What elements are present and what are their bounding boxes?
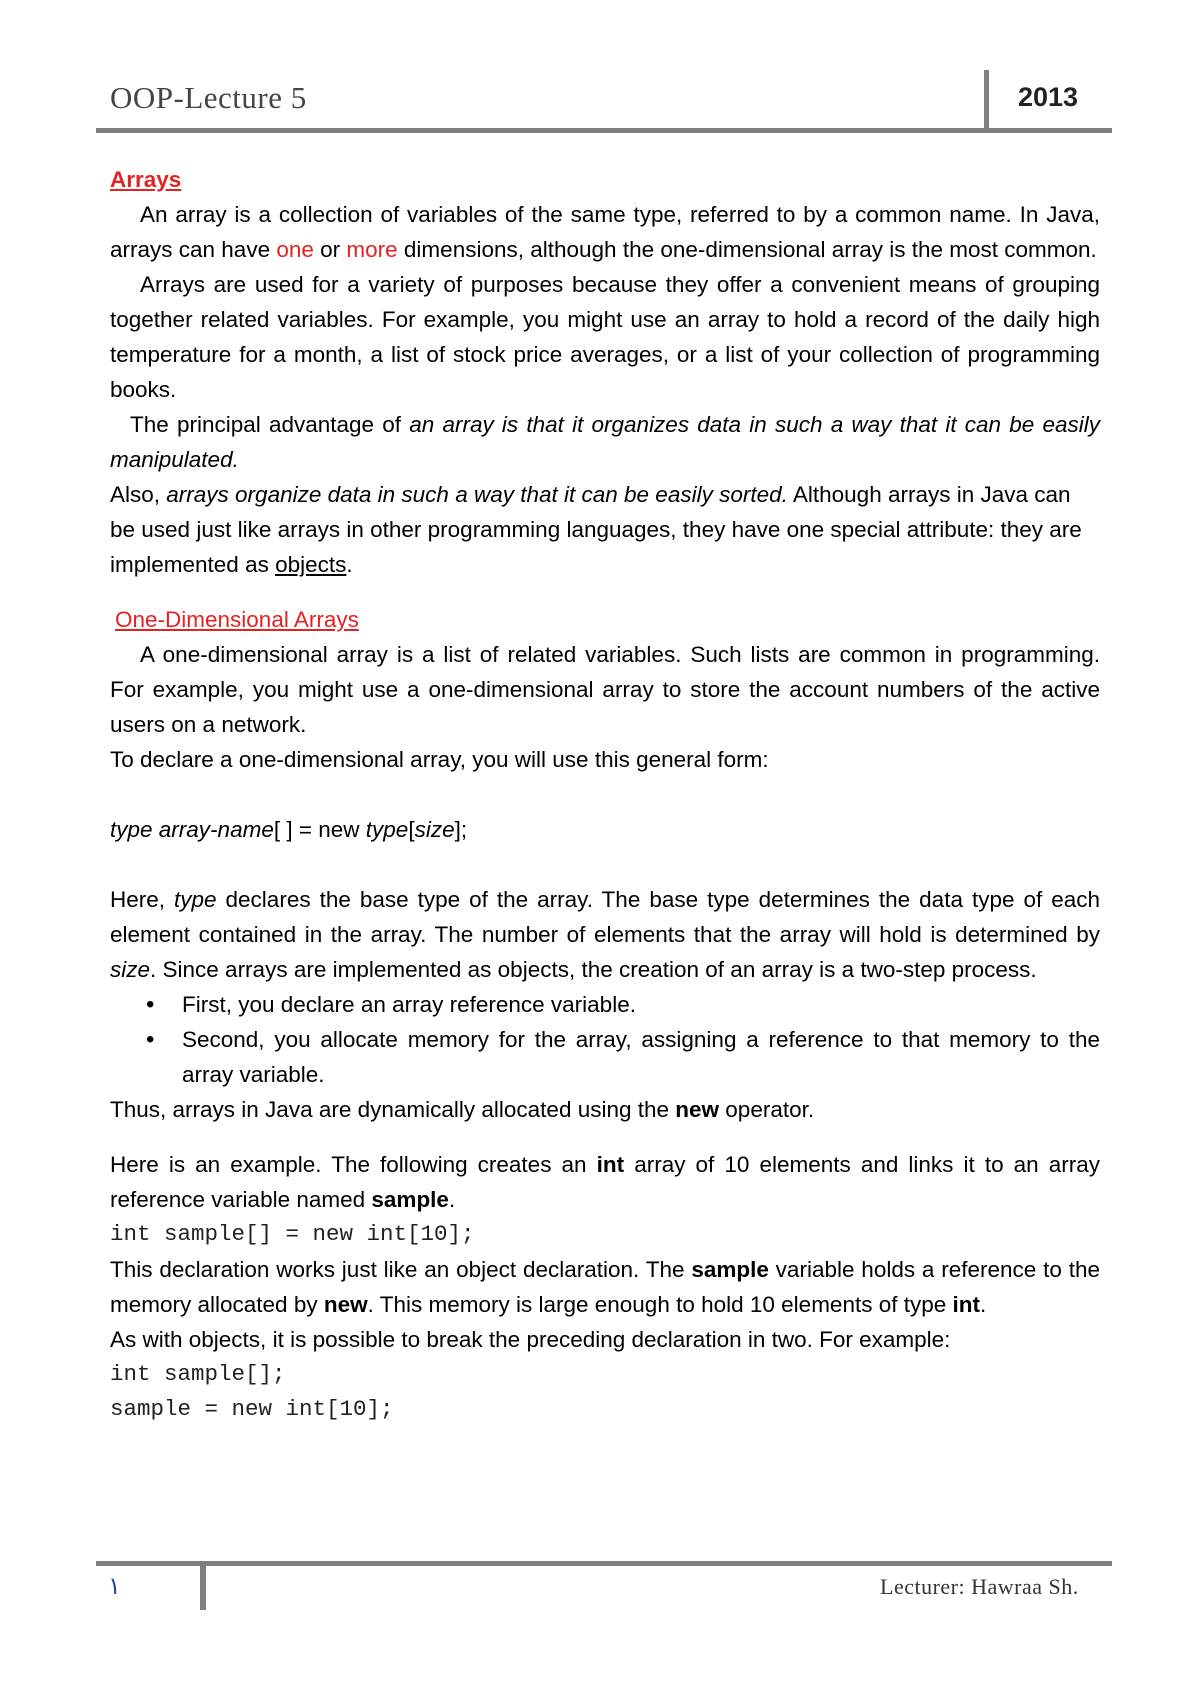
list-item: • First, you declare an array reference variable. [182, 987, 1100, 1022]
highlight-one: one [276, 237, 314, 262]
paragraph: Also, arrays organize data in such a way that it can be easily sorted. Although arrays in Java can be used just like arrays in other programming languages, they have one special attribute: they are implemented as objects. [110, 482, 1082, 577]
steps-list [110, 987, 1100, 1092]
objects-term: objects [275, 552, 347, 577]
header-divider [984, 70, 989, 128]
paragraph: Here is an example. The following creates an int array of 10 elements and links it to an array reference variable named sample. [110, 1152, 1101, 1212]
code-line: int sample[] = new int[10]; [110, 1221, 475, 1247]
paragraph: The principal advantage of an array is that it organizes data in such a way that it can be easily manipulated. [110, 412, 1100, 472]
list-item: • Second, you allocate memory for the array, assigning a reference to that memory to the array variable. [182, 1022, 1100, 1092]
page-number: ١ [108, 1572, 121, 1600]
paragraph: A one-dimensional array is a list of related variables. Such lists are common in programming. For example, you might use a one-dimensional array to store the account numbers of the active users on a network. [110, 642, 1100, 737]
section-heading-one-dimensional: One-Dimensional Arrays [115, 607, 359, 632]
footer-lecturer: Lecturer: Hawraa Sh. [880, 1574, 1079, 1599]
page-content [110, 162, 1100, 1427]
code-line: int sample[]; [110, 1361, 286, 1387]
paragraph: Here, type declares the base type of the array. The base type determines the data type of each element contained in the array. The number of elements that the array will hold is determined by size. Since arrays are implemented as objects, the creation of an array is a two-step process. [110, 887, 1100, 982]
header-rule [96, 128, 1112, 133]
footer-divider [200, 1564, 206, 1610]
paragraph: Arrays are used for a variety of purposes because they offer a convenient means of grouping together related variables. For example, you might use an array to hold a record of the daily high temperature for a month, a list of stock price averages, or a list of your collection of programming books. [110, 272, 1100, 402]
paragraph: This declaration works just like an object declaration. The sample variable holds a reference to the memory allocated by new. This memory is large enough to hold 10 elements of type int. [110, 1257, 1101, 1317]
highlight-more: more [346, 237, 398, 262]
paragraph: As with objects, it is possible to break the preceding declaration in two. For example: [110, 1327, 951, 1352]
general-form: type array-name[ ] = new type[size]; [110, 817, 468, 842]
paragraph: Thus, arrays in Java are dynamically allocated using the new operator. [110, 1097, 815, 1122]
code-line: sample = new int[10]; [110, 1396, 394, 1422]
footer-rule [96, 1561, 1112, 1566]
paragraph: An array is a collection of variables of the same type, referred to by a common name. In Java, arrays can have one or more dimensions, although the one-dimensional array is the most common. [110, 202, 1100, 262]
paragraph: To declare a one-dimensional array, you will use this general form: [110, 747, 769, 772]
header-year: 2013 [1018, 82, 1079, 112]
section-heading-arrays: Arrays [110, 167, 182, 192]
header-title: OOP-Lecture 5 [110, 80, 307, 115]
